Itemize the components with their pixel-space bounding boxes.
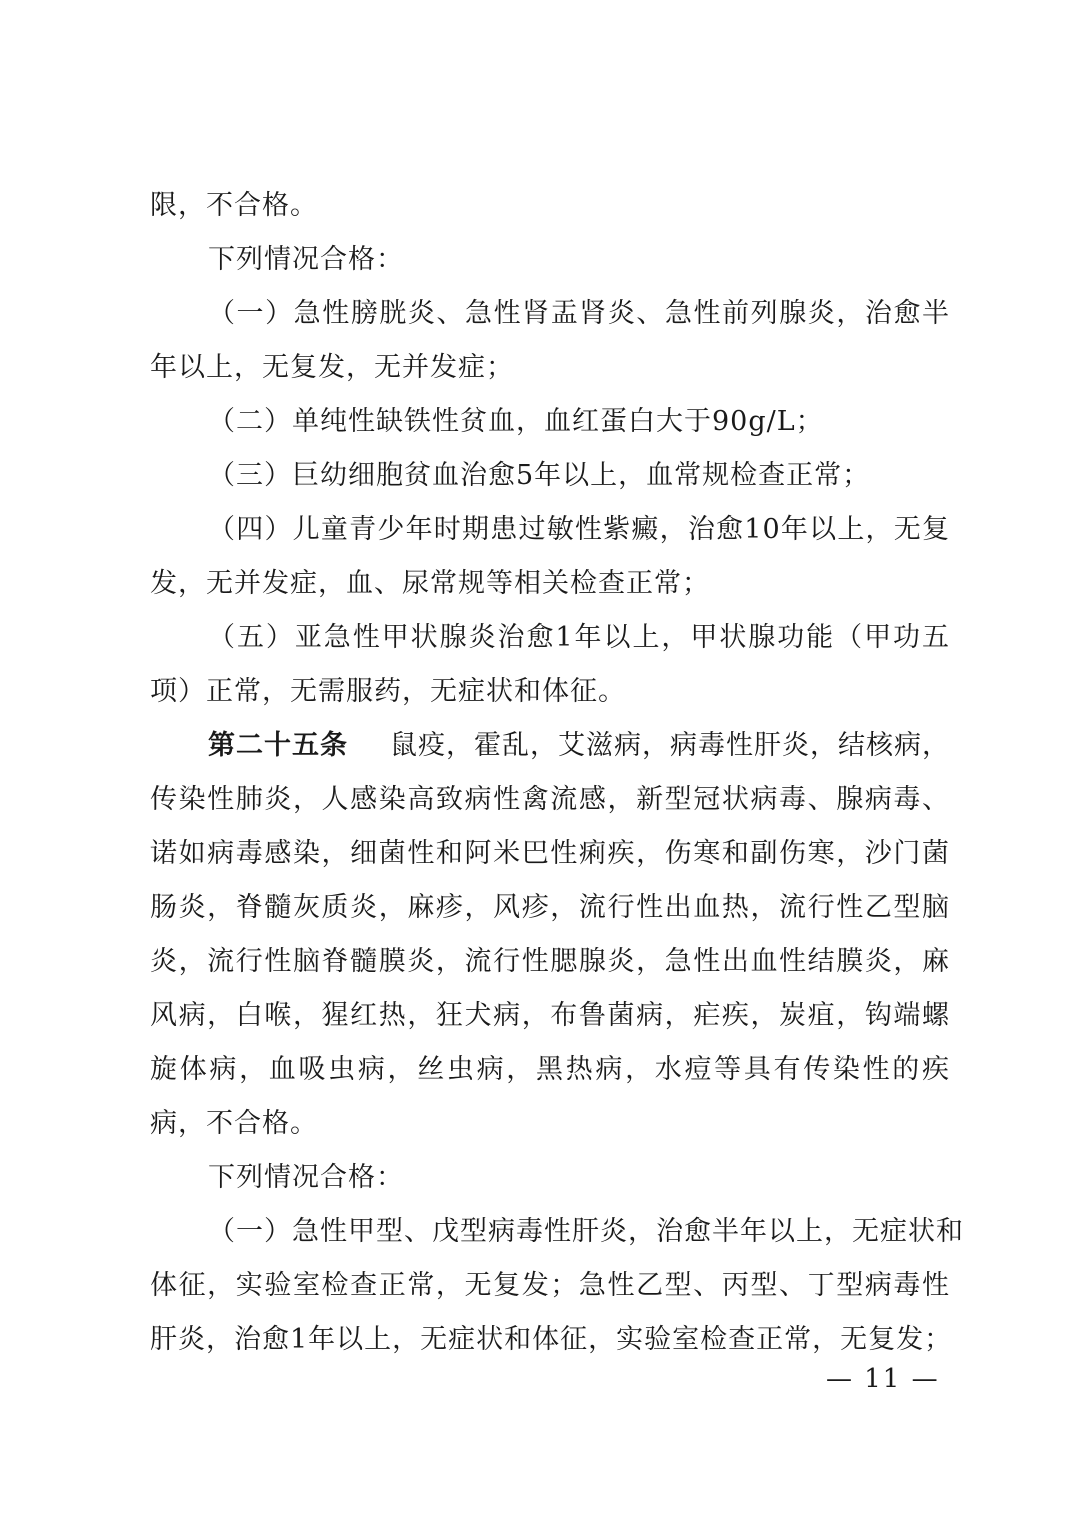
article-heading: 第二十五条 — [208, 730, 348, 761]
text-line: （一）急性甲型、戊型病毒性肝炎，治愈半年以上，无症状和 — [208, 1216, 964, 1247]
text-line: （五）亚急性甲状腺炎治愈1年以上，甲状腺功能（甲功五 — [208, 622, 950, 653]
text-line: 项）正常，无需服药，无症状和体征。 — [150, 676, 626, 707]
text-line: （二）单纯性缺铁性贫血，血红蛋白大于90g/L； — [208, 406, 824, 437]
text-line: 旋体病，血吸虫病，丝虫病，黑热病，水痘等具有传染性的疾 — [150, 1054, 950, 1085]
page-number: — 11 — — [826, 1364, 940, 1394]
text-line: 年以上，无复发，无并发症； — [150, 352, 514, 383]
text-line: （一）急性膀胱炎、急性肾盂肾炎、急性前列腺炎，治愈半 — [208, 298, 950, 329]
text-line: 诺如病毒感染，细菌性和阿米巴性痢疾，伤寒和副伤寒，沙门菌 — [150, 838, 950, 869]
text-line: 发，无并发症，血、尿常规等相关检查正常； — [150, 568, 710, 599]
article-text: 鼠疫，霍乱，艾滋病，病毒性肝炎，结核病， — [390, 730, 950, 761]
text-line: 炎，流行性脑脊髓膜炎，流行性腮腺炎，急性出血性结膜炎，麻 — [150, 946, 950, 977]
text-line: 下列情况合格： — [208, 1162, 404, 1193]
text-line: 肝炎，治愈1年以上，无症状和体征，实验室检查正常，无复发； — [150, 1324, 953, 1355]
text-line: （三）巨幼细胞贫血治愈5年以上，血常规检查正常； — [208, 460, 871, 491]
text-line: 风病，白喉，猩红热，狂犬病，布鲁菌病，疟疾，炭疽，钩端螺 — [150, 1000, 950, 1031]
text-line: （四）儿童青少年时期患过敏性紫癜，治愈10年以上，无复 — [208, 514, 950, 545]
text-line: 限，不合格。 — [150, 190, 318, 221]
text-line: 肠炎，脊髓灰质炎，麻疹，风疹，流行性出血热，流行性乙型脑 — [150, 892, 950, 923]
text-line: 病，不合格。 — [150, 1108, 318, 1139]
text-line: 下列情况合格： — [208, 244, 404, 275]
text-line: 传染性肺炎，人感染高致病性禽流感，新型冠状病毒、腺病毒、 — [150, 784, 950, 815]
article-heading-line — [208, 728, 950, 764]
text-line: 体征，实验室检查正常，无复发；急性乙型、丙型、丁型病毒性 — [150, 1270, 950, 1301]
